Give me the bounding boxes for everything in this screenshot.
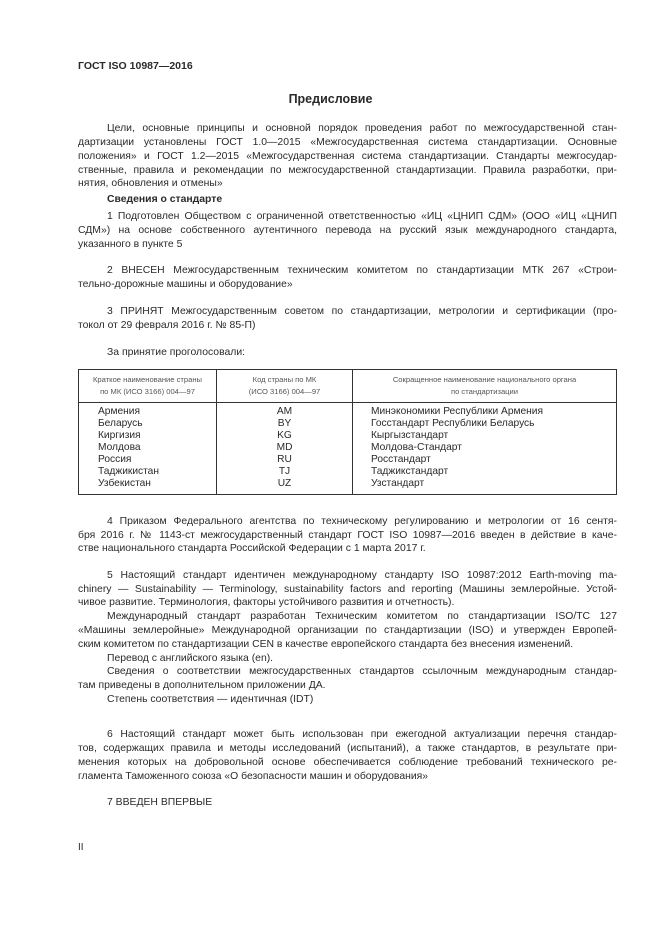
text-line: тельно-дорожные машины и оборудование» bbox=[78, 279, 293, 290]
table-row bbox=[79, 403, 617, 419]
text-line: менения которых на добровольной основе обеспечивается соблюдение требований технического ре- bbox=[78, 757, 617, 768]
text-line: 3 ПРИНЯТ Межгосударственным советом по стандартизации, метрологии и сертификации (про- bbox=[107, 306, 617, 317]
table-row bbox=[79, 430, 617, 442]
code-cell: MD bbox=[217, 442, 353, 454]
text-line: Международный стандарт разработан Техническим комитетом по стандартизации ISO/TC 127 bbox=[107, 611, 617, 622]
code-cell: AM bbox=[217, 403, 353, 419]
voted-label: За принятие проголосовали: bbox=[107, 347, 246, 358]
country-cell: Узбекистан bbox=[79, 478, 217, 495]
table-row bbox=[79, 466, 617, 478]
text-line: ственные, правила и рекомендации по межгосударственной стандартизации. Правила разработки, при- bbox=[78, 165, 617, 176]
table-row bbox=[79, 418, 617, 430]
column-header-code: Код страны по МК (ИСО 3166) 004—97 bbox=[217, 370, 353, 403]
text-line: токол от 29 февраля 2016 г. № 85-П) bbox=[78, 320, 256, 331]
text-line: гламента Таможенного союза «О безопасности машин и оборудования» bbox=[78, 771, 429, 782]
code-cell: BY bbox=[217, 418, 353, 430]
text-line: chinery — Sustainability — Terminology, sustainability factors and reporting (Машины землеройные. Устой- bbox=[78, 584, 617, 595]
item-7: 7 ВВЕДЕН ВПЕРВЫЕ bbox=[107, 797, 213, 808]
document-header: ГОСТ ISO 10987—2016 bbox=[78, 60, 193, 72]
text-line: стве национального стандарта Российской Федерации с 1 марта 2017 г. bbox=[78, 543, 426, 554]
code-cell: UZ bbox=[217, 478, 353, 495]
text-line: там приведены в дополнительном приложении ДА. bbox=[78, 680, 326, 691]
body-cell: Узстандарт bbox=[353, 478, 617, 495]
table-row bbox=[79, 478, 617, 495]
country-cell: Киргизия bbox=[79, 430, 217, 442]
body-cell: Молдова-Стандарт bbox=[353, 442, 617, 454]
body-cell: Росстандарт bbox=[353, 454, 617, 466]
text-line: чивое развитие. Терминология, факторы устойчивого развития и отчетность). bbox=[78, 597, 455, 608]
text-line: Степень соответствия — идентичная (IDT) bbox=[107, 694, 314, 705]
table-row bbox=[79, 454, 617, 466]
table-row bbox=[79, 442, 617, 454]
country-cell: Россия bbox=[79, 454, 217, 466]
text-line: 6 Настоящий стандарт может быть использован при ежегодной актуализации перечня стандар- bbox=[107, 729, 617, 740]
text-line: 2 ВНЕСЕН Межгосударственным техническим комитетом по стандартизации МТК 267 «Строи- bbox=[107, 265, 617, 276]
text-line: положения» и ГОСТ 1.2—2015 «Межгосударственная система стандартизации. Стандарты межгосудар- bbox=[78, 151, 617, 162]
text-line: дартизации установлены ГОСТ 1.0—2015 «Межгосударственная система стандартизации. Основные bbox=[78, 137, 617, 148]
voting-table bbox=[78, 369, 617, 495]
column-header-country: Краткое наименование страны по МК (ИСО 3166) 004—97 bbox=[79, 370, 217, 403]
country-cell: Беларусь bbox=[79, 418, 217, 430]
code-cell: KG bbox=[217, 430, 353, 442]
body-cell: Госстандарт Республики Беларусь bbox=[353, 418, 617, 430]
country-cell: Армения bbox=[79, 403, 217, 419]
body-cell: Кыргызстандарт bbox=[353, 430, 617, 442]
text-line: 1 Подготовлен Обществом с ограниченной ответственностью «ИЦ «ЦНИП СДМ» (ООО «ИЦ «ЦНИП bbox=[107, 211, 617, 222]
page-number: II bbox=[78, 842, 84, 853]
text-line: указанного в пункте 5 bbox=[78, 239, 183, 250]
text-line: «Машины землеройные» Международной организации по стандартизации (ISO) и утвержден Европей- bbox=[78, 625, 617, 636]
text-line: 4 Приказом Федерального агентства по техническому регулированию и метрологии от 16 сентя- bbox=[107, 516, 617, 527]
country-cell: Таджикистан bbox=[79, 466, 217, 478]
body-cell: Минэкономики Республики Армения bbox=[353, 403, 617, 419]
text-line: 5 Настоящий стандарт идентичен международному стандарту ISO 10987:2012 Earth-moving ma- bbox=[107, 570, 617, 581]
text-line: нятия, обновления и отмены» bbox=[78, 178, 223, 189]
text-line: СДМ») на основе собственного аутентичного перевода на русский язык международного стандарта, bbox=[78, 225, 617, 236]
text-line: тов, содержащих правила и методы исследований (испытаний), а также стандартов, в результате при- bbox=[78, 743, 617, 754]
body-cell: Таджикстандарт bbox=[353, 466, 617, 478]
code-cell: RU bbox=[217, 454, 353, 466]
page-title: Предисловие bbox=[288, 92, 373, 106]
text-line: ским комитетом по стандартизации CEN в качестве европейского стандарта без внесения изменений. bbox=[78, 639, 574, 650]
country-cell: Молдова bbox=[79, 442, 217, 454]
column-header-body: Сокращенное наименование национального органа по стандартизации bbox=[353, 370, 617, 403]
text-line: Перевод с английского языка (en). bbox=[107, 653, 274, 664]
text-line: Цели, основные принципы и основной порядок проведения работ по межгосударственной стан- bbox=[107, 123, 617, 134]
code-cell: TJ bbox=[217, 466, 353, 478]
text-line: Сведения о соответствии межгосударственных стандартов ссылочным международным стандар- bbox=[107, 666, 617, 677]
text-line: бря 2016 г. № 1143-ст межгосударственный стандарт ГОСТ ISO 10987—2016 введен в действие в каче- bbox=[78, 530, 617, 541]
section-subtitle: Сведения о стандарте bbox=[107, 194, 223, 205]
